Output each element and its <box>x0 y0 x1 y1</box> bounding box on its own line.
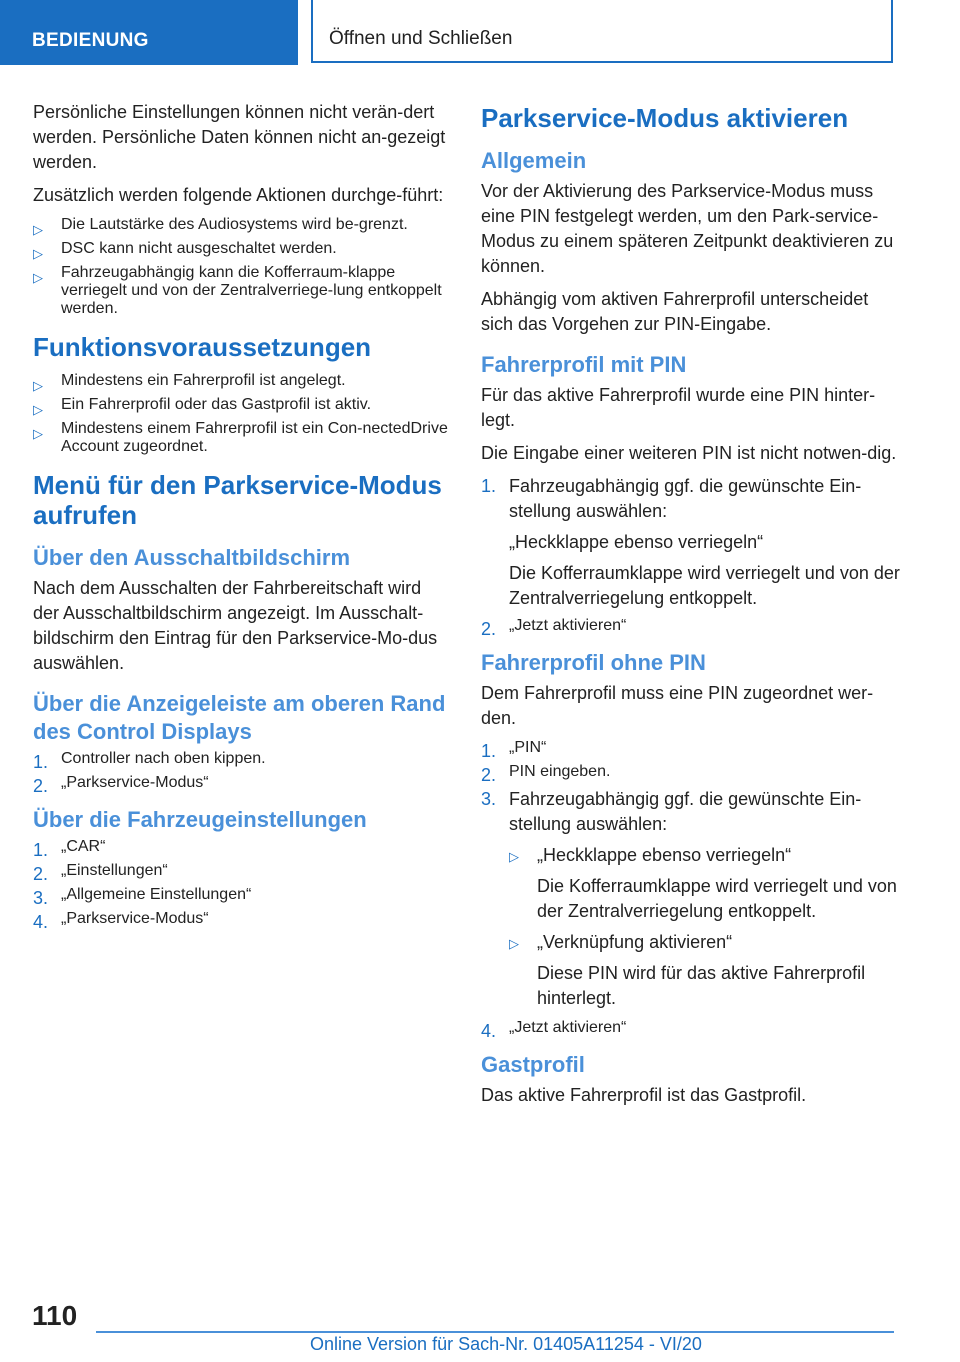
numbered-list <box>481 474 901 639</box>
footer-version-text: Online Version für Sach-Nr. 01405A11254 - VI/20 <box>310 1334 702 1354</box>
triangle-bullet-icon: ▷ <box>33 270 43 285</box>
list-item: ▷ „Verknüpfung aktivieren“ Diese PIN wird für das aktive Fahrerprofil hinterlegt. <box>509 932 866 1008</box>
heading-fahrerprofil-ohne-pin: Fahrerprofil ohne PIN <box>481 650 706 675</box>
list-item: 2. „Jetzt aktivieren“ <box>481 617 627 639</box>
heading-anzeigeleiste: Über die Anzeigeleiste am oberen Rand des Control Displays <box>33 691 446 744</box>
triangle-bullet-icon: ▷ <box>509 849 519 864</box>
list-item: 1. „PIN“ <box>481 739 547 761</box>
paragraph: Das aktive Fahrerprofil ist das Gastprofil. <box>481 1085 807 1105</box>
heading-allgemein: Allgemein <box>481 148 587 173</box>
section-title: BEDIENUNG <box>32 30 149 51</box>
list-item: 2. „Parkservice-Modus“ <box>33 774 209 796</box>
list-item: 1. Controller nach oben kippen. <box>33 750 266 772</box>
bullet-list <box>509 843 901 1011</box>
paragraph: Abhängig vom aktiven Fahrerprofil unterscheidet sich das Vorgehen zur PIN-Eingabe. <box>481 289 869 334</box>
bullet-list <box>33 216 449 318</box>
heading-gastprofil: Gastprofil <box>481 1052 585 1077</box>
paragraph: Nach dem Ausschalten der Fahrbereitschaft wird der Ausschaltbildschirm angezeigt. Im Ausschalt-bildschirm den Eintrag für den Parkservice-Mo-dus auswählen. <box>33 578 438 673</box>
header-section-tab <box>0 0 298 65</box>
left-column <box>33 100 449 936</box>
triangle-bullet-icon: ▷ <box>33 378 43 393</box>
numbered-list <box>33 750 449 796</box>
numbered-list <box>481 739 901 1041</box>
bullet-list <box>33 372 449 456</box>
list-item: 1. „CAR“ <box>33 838 106 860</box>
heading-fahrerprofil-mit-pin: Fahrerprofil mit PIN <box>481 352 687 377</box>
list-item: 3. Fahrzeugabhängig ggf. die gewünschte Ein-stellung auswählen: ▷ „Heckklappe ebenso verriegeln“ Die Kofferraumklappe wird verriegelt und von der Zentralverriegelung entkoppelt. ▷ „Verknüpfung aktivieren“ Diese PIN wird für das aktive Fahrerprofil hinterlegt. <box>481 787 901 1011</box>
triangle-bullet-icon: ▷ <box>33 246 43 261</box>
list-item: ▷ Mindestens ein Fahrerprofil ist angelegt. <box>33 372 449 390</box>
numbered-list <box>33 838 449 932</box>
heading-parkservice-aktivieren: Parkservice-Modus aktivieren <box>481 103 849 133</box>
list-item: 2. „Einstellungen“ <box>33 862 168 884</box>
page-number: 110 <box>32 1300 78 1331</box>
paragraph: Dem Fahrerprofil muss eine PIN zugeordnet wer-den. <box>481 683 874 728</box>
heading-funktionsvoraussetzungen: Funktionsvoraussetzungen <box>33 332 372 362</box>
footer-divider <box>96 1331 894 1333</box>
triangle-bullet-icon: ▷ <box>33 222 43 237</box>
triangle-bullet-icon: ▷ <box>509 936 519 951</box>
list-item: ▷ Die Lautstärke des Audiosystems wird be-grenzt. <box>33 216 449 234</box>
triangle-bullet-icon: ▷ <box>33 426 43 441</box>
paragraph: Für das aktive Fahrerprofil wurde eine PIN hinter-legt. <box>481 385 876 430</box>
list-item: 2. PIN eingeben. <box>481 763 611 785</box>
list-item: ▷ Fahrzeugabhängig kann die Kofferraum-klappe verriegelt und von der Zentralverriege-lung entkoppelt werden. <box>33 264 442 317</box>
list-item: ▷ Ein Fahrerprofil oder das Gastprofil ist aktiv. <box>33 396 449 414</box>
heading-fahrzeugeinstellungen: Über die Fahrzeugeinstellungen <box>33 807 367 832</box>
triangle-bullet-icon: ▷ <box>33 402 43 417</box>
list-item: 1. Fahrzeugabhängig ggf. die gewünschte Ein-stellung auswählen: „Heckklappe ebenso verriegeln“ Die Kofferraumklappe wird verriegelt und von der Zentralverriegelung entkoppelt. <box>481 476 900 608</box>
right-column <box>481 100 901 1116</box>
list-item: 3. „Allgemeine Einstellungen“ <box>33 886 252 908</box>
list-item: 4. „Jetzt aktivieren“ <box>481 1019 627 1041</box>
heading-ausschaltbildschirm: Über den Ausschaltbildschirm <box>33 545 351 570</box>
chapter-title: Öffnen und Schließen <box>329 28 513 49</box>
paragraph: Persönliche Einstellungen können nicht verän-dert werden. Persönliche Daten können nicht an-gezeigt werden. <box>33 102 446 172</box>
list-item: 4. „Parkservice-Modus“ <box>33 910 209 932</box>
list-item: ▷ „Heckklappe ebenso verriegeln“ Die Kofferraumklappe wird verriegelt und von der Zentralverriegelung entkoppelt. <box>509 845 897 921</box>
list-item: ▷ Mindestens einem Fahrerprofil ist ein Con-nectedDrive Account zugeordnet. <box>33 420 448 455</box>
header-chapter-box <box>311 0 893 63</box>
list-item: ▷ DSC kann nicht ausgeschaltet werden. <box>33 240 449 258</box>
heading-menu-aufrufen: Menü für den Parkservice-Modus aufrufen <box>33 470 442 530</box>
paragraph: Vor der Aktivierung des Parkservice-Modus muss eine PIN festgelegt werden, um den Park-service-Modus zu einem späteren Zeitpunkt deaktivieren zu können. <box>481 181 894 276</box>
paragraph: Die Eingabe einer weiteren PIN ist nicht notwen-dig. <box>481 443 897 463</box>
paragraph: Zusätzlich werden folgende Aktionen durchge-führt: <box>33 185 444 205</box>
